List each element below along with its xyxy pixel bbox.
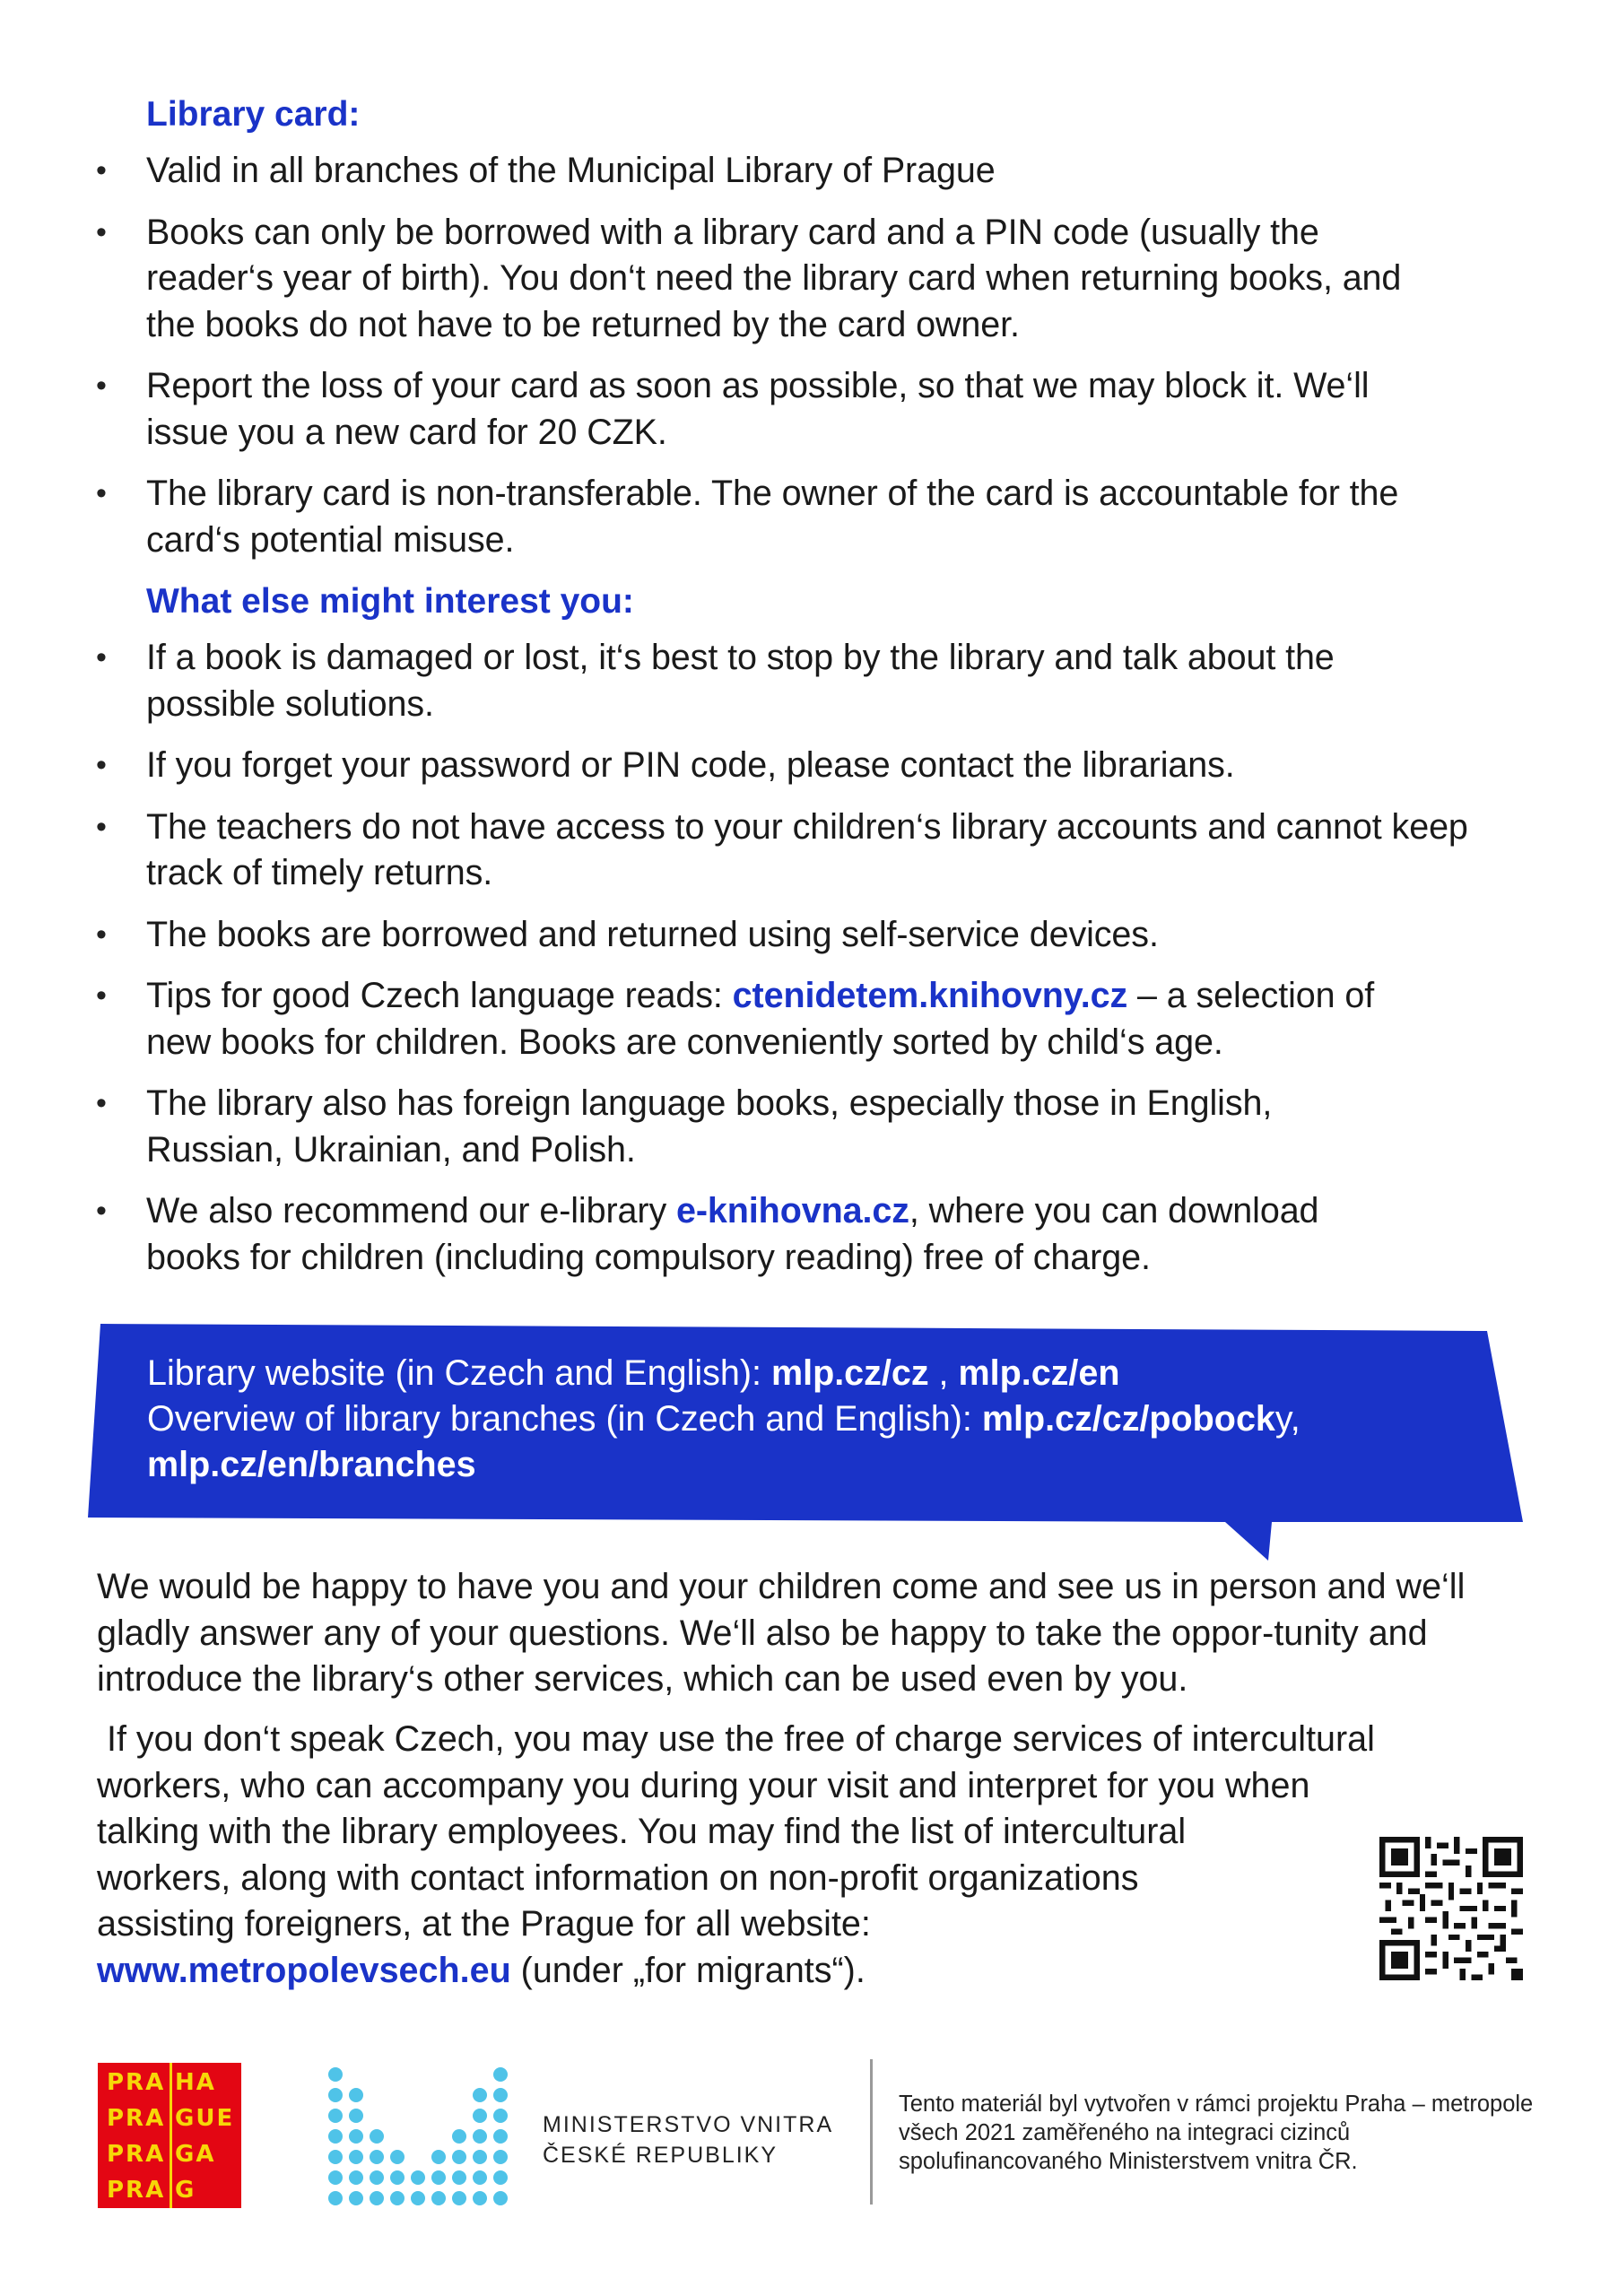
- qr-code-icon[interactable]: [1379, 1837, 1523, 1980]
- ministry-logo-dot: [349, 2109, 363, 2123]
- banner-text: [147, 1351, 1492, 1488]
- paragraph-line: workers, along with contact information on non-profit organizations: [97, 1857, 1139, 1898]
- ministry-logo-dot: [328, 2067, 343, 2082]
- paragraph-line: talking with the library employees. You may find the list of intercultural: [97, 1812, 1187, 1851]
- bullet-icon: •: [96, 809, 107, 844]
- funding-note: Tento materiál byl vytvořen v rámci projektu Praha – metropole všech 2021 zaměřeného na integraci cizinců spolufinancovaného Ministerstvem vnitra ČR.: [899, 2092, 1534, 2174]
- ministry-logo-dot: [493, 2088, 508, 2102]
- ministry-logo-dot: [473, 2150, 487, 2164]
- e-knihovna-link[interactable]: e-knihovna.cz: [675, 1191, 909, 1231]
- ministry-name-line-2: ČESKÉ REPUBLIKY: [543, 2143, 779, 2168]
- logo-row-right: HA: [175, 2069, 216, 2096]
- ministry-logo-dot: [370, 2191, 384, 2205]
- list-item: [0, 973, 1618, 1065]
- logo-row: [98, 2100, 241, 2136]
- mlp-cz-link[interactable]: mlp.cz/cz: [770, 1353, 929, 1393]
- closing-paragraph-1: We would be happy to have you and your children come and see us in person and we‘ll gladly answer any of your questions. We‘ll also be happy to take the oppor-tunity and introduce the library‘s other services, which can be used even by you.: [97, 1567, 1466, 1699]
- list-item-text: Books can only be borrowed with a library card and a PIN code (usually the reader‘s year of birth). You don‘t need the library card when returning books, and the books do not have to be returned by the card owner.: [146, 212, 1402, 344]
- ministry-logo-dot: [452, 2170, 466, 2185]
- logo-row-left: PRA: [107, 2105, 166, 2132]
- list-item-text: The teachers do not have access to your children‘s library accounts and cannot keep track of timely returns.: [146, 806, 1468, 892]
- ministry-logo-dot: [411, 2170, 425, 2185]
- banner-line-1: [147, 1351, 1492, 1396]
- ministry-logo-dot: [328, 2191, 343, 2205]
- list-item: [0, 210, 1618, 349]
- list-item-text: The library card is non-transferable. The owner of the card is accountable for the card‘s potential misuse.: [146, 474, 1399, 560]
- ministry-logo-dot: [452, 2129, 466, 2144]
- list-item: [0, 148, 1618, 195]
- list-item-text-after: – a selection of new books for children. Books are conveniently sorted by child‘s age.: [146, 976, 1375, 1062]
- metropolevsech-link[interactable]: www.metropolevsech.eu: [97, 1950, 511, 1990]
- bullet-icon: •: [96, 748, 107, 782]
- logo-row: [98, 2172, 241, 2208]
- ministry-logo-dot: [328, 2109, 343, 2123]
- bullet-icon: •: [96, 978, 107, 1013]
- bullet-icon: •: [96, 214, 107, 249]
- list-item-text: The library also has foreign language books, especially those in English, Russian, Ukrainian, and Polish.: [146, 1083, 1273, 1170]
- list-item: [0, 363, 1618, 456]
- ministry-logo-dot: [370, 2170, 384, 2185]
- logo-row-left: PRA: [107, 2177, 166, 2204]
- ministry-logo-dot: [452, 2191, 466, 2205]
- list-item: [0, 804, 1618, 897]
- branches-label: Overview of library branches (in Czech and English):: [147, 1399, 982, 1439]
- website-line: [97, 1948, 1532, 1995]
- list-item-text: If a book is damaged or lost, it‘s best to stop by the library and talk about the possible solutions.: [146, 638, 1335, 724]
- ministry-logo-dot: [452, 2150, 466, 2164]
- footer-divider: [870, 2059, 873, 2205]
- ministry-logo-dot: [328, 2170, 343, 2185]
- ministry-logo-dot: [473, 2191, 487, 2205]
- branches-cz-link-tail: y,: [1274, 1399, 1300, 1439]
- website-suffix: (under „for migrants“).: [510, 1950, 866, 1990]
- ministry-logo-dot: [328, 2150, 343, 2164]
- website-label: Library website (in Czech and English):: [147, 1353, 771, 1393]
- ministry-logo-dot: [349, 2129, 363, 2144]
- ministry-logo-dot: [493, 2067, 508, 2082]
- logo-row-right: G: [175, 2177, 196, 2204]
- ministry-logo-dot: [493, 2191, 508, 2205]
- list-item-text: If you forget your password or PIN code, please contact the librarians.: [146, 745, 1235, 785]
- list-item-text: Report the loss of your card as soon as possible, so that we may block it. We‘ll issue you a new card for 20 CZK.: [146, 366, 1370, 452]
- ministry-logo-dot: [431, 2191, 446, 2205]
- ministry-logo-icon: [325, 2061, 513, 2209]
- branches-cz-link[interactable]: mlp.cz/cz/pobock: [981, 1399, 1275, 1439]
- paragraph-line: assisting foreigners, at the Prague for all website:: [97, 1904, 871, 1944]
- ministry-logo-dot: [473, 2088, 487, 2102]
- praha-logo: [98, 2063, 241, 2208]
- bullet-icon: •: [96, 1086, 107, 1120]
- banner-line-3: [147, 1442, 1492, 1488]
- list-item-text-after: , where you can download books for children (including compulsory reading) free of charge.: [146, 1191, 1319, 1277]
- banner-line-2: [147, 1396, 1492, 1442]
- logo-row-right: GA: [175, 2141, 216, 2168]
- library-card-list: [0, 148, 1618, 578]
- ministry-logo-dot: [390, 2170, 404, 2185]
- ministry-logo-dot: [370, 2129, 384, 2144]
- logo-row: [98, 2136, 241, 2172]
- ministry-logo-dot: [473, 2170, 487, 2185]
- website-banner: [88, 1320, 1527, 1562]
- interest-list: [0, 635, 1618, 1296]
- paragraph-line: workers, who can accompany you during your visit and interpret for you when: [97, 1765, 1310, 1805]
- ministry-logo-dot: [431, 2150, 446, 2164]
- list-item: [0, 471, 1618, 563]
- interest-heading: What else might interest you:: [146, 582, 634, 621]
- ministry-logo-dot: [390, 2191, 404, 2205]
- link-separator: ,: [928, 1353, 959, 1393]
- ministry-logo-dot: [493, 2109, 508, 2123]
- ministry-name-line-1: MINISTERSTVO VNITRA: [543, 2112, 834, 2137]
- ministry-logo-dot: [328, 2088, 343, 2102]
- ministry-logo-dot: [431, 2170, 446, 2185]
- logo-row-right: GUE: [175, 2105, 235, 2132]
- ministry-logo-dot: [349, 2088, 363, 2102]
- logo-row: [98, 2065, 241, 2100]
- list-item-text: Valid in all branches of the Municipal Library of Prague: [146, 151, 996, 190]
- logo-row-left: PRA: [107, 2069, 166, 2096]
- list-item: [0, 1188, 1618, 1281]
- ministry-logo-dot: [493, 2129, 508, 2144]
- ministry-logo-dot: [493, 2150, 508, 2164]
- mlp-en-link[interactable]: mlp.cz/en: [958, 1353, 1120, 1393]
- bullet-icon: •: [96, 369, 107, 403]
- ctenidetem-link[interactable]: ctenidetem.knihovny.cz: [732, 976, 1128, 1015]
- bullet-icon: •: [96, 476, 107, 510]
- bullet-icon: •: [96, 153, 107, 187]
- list-item: [0, 743, 1618, 789]
- ministry-logo-dot: [411, 2191, 425, 2205]
- bullet-icon: •: [96, 1194, 107, 1228]
- list-item-text-before: We also recommend our e-library: [146, 1191, 676, 1231]
- list-item-text-before: Tips for good Czech language reads:: [146, 976, 733, 1015]
- closing-paragraph-2: [97, 1717, 1532, 1994]
- ministry-name: [543, 2109, 833, 2170]
- list-item: [0, 912, 1618, 959]
- ministry-logo-dot: [493, 2170, 508, 2185]
- list-item: [0, 635, 1618, 727]
- ministry-logo-dot: [390, 2150, 404, 2164]
- branches-en-link[interactable]: mlp.cz/en/branches: [147, 1445, 476, 1484]
- ministry-logo-dot: [473, 2129, 487, 2144]
- ministry-logo-dot: [349, 2170, 363, 2185]
- ministry-logo-dot: [328, 2129, 343, 2144]
- ministry-logo-dot: [349, 2191, 363, 2205]
- ministry-logo-dot: [473, 2109, 487, 2123]
- bullet-icon: •: [96, 640, 107, 674]
- ministry-logo-dot: [370, 2150, 384, 2164]
- library-card-heading: Library card:: [146, 95, 361, 134]
- list-item: [0, 1081, 1618, 1173]
- paragraph-line: If you don‘t speak Czech, you may use the free of charge services of intercultural: [97, 1719, 1375, 1759]
- list-item-text: The books are borrowed and returned using self-service devices.: [146, 914, 1159, 954]
- bullet-icon: •: [96, 917, 107, 952]
- logo-row-left: PRA: [107, 2141, 166, 2168]
- ministry-logo-dot: [349, 2150, 363, 2164]
